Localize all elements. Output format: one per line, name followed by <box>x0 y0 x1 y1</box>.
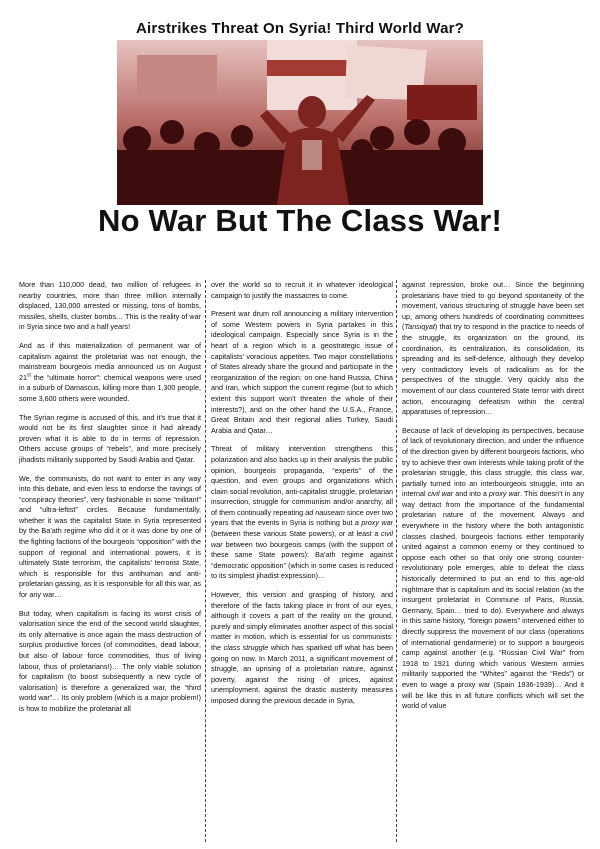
paragraph: Threat of military intervention strengthens this polarization and also backs up in their analysis the public opinion, bourgeois propaganda, “experts” of the question, and even groups and organizations which claim social revolution, anti-capitalist struggle, proletarian insurrection, struggle for communism and/or anarchy, all of them continually repeating ad nauseam since over two years that the events in Syria is nothing but a proxy war (between these various State powers), or at least a civil war between two bourgeois camps (with the support of these same State powers): Ba’ath regime against “democratic opposition” (which in some cases is reduced to its simplest jihadist expression)… <box>211 444 393 581</box>
paragraph: over the world so to recruit it in whatever ideological campaign to justify the massacres to come. <box>211 280 393 300</box>
article-column-1 <box>19 280 201 846</box>
paragraph: And as if this materialization of permanent war of capitalism against the proletariat was not enough, the mainstream bourgeois media announced us on August 21st the “ultimate horror”: chemical weapons were used in a suburb of Damascus, killing more than 1,300 people, some 3,600 others were wounded. <box>19 340 201 403</box>
paragraph: against repression, broke out… Since the beginning proletarians have tried to go beyond spontaneity of the movement, various structuring of struggle have been set up, among others hundreds of coordinating committees (Tansiqyat) that try to respond in the practice to needs of the struggle, its organization on the ground, its coordination, its centralization, its consolidation, its spreading and its self-defence, although they develop very contradictory levels of radicalism as for the perspectives of the struggle. Very quickly also the movement of our class countered State terror with direct action, encouraging defeatism within the central apparatuses of repression… <box>402 280 584 417</box>
paragraph: The Syrian regime is accused of this, and it’s true that it would not be its first slaughter since it had already proven what it is able to do in terms of repression. Others accuse groups of “rebels”, and more precisely jihadists militarily supported by Saudi Arabia and Qatar. <box>19 412 201 464</box>
protest-photo <box>117 40 483 205</box>
paragraph: However, this version and grasping of history, and therefore of the facts taking place in front of our eyes, although it covers a part of the reality on the ground, purely and simply eliminates another aspect of this social matter in motion, which is essential for us communists: the class struggle which has sparked off what has been going on now. In March 2011, a significant movement of struggle, an uprising of a proletarian nature, against poverty, against the rising of prices, against unemployment, against the drastic austerity measures imposed during the previous decade in Syria, <box>211 590 393 705</box>
column-divider <box>205 280 206 842</box>
paragraph: Because of lack of developing its perspectives, because of lack of revolutionary direction, and under the influence of the direction given by different bourgeois factions, who try to achieve their own interests while taking profit of the proletarian struggle, this class struggle, this class war, partially turned into an interbourgeois struggle, into an internal civil war and into a proxy war. This doesn’t in any way detract from the importance of the fundamental proletarian nature of the movement. Always and everywhere in the history where the both antagonistic classes clashed, bourgeois factions either temporarily united against a common enemy or they continued to oppose each other so that only one strong counter-revolutionary pole emerges, able to defeat the class historically determined to put an end to this age-old nightmare that is capitalism and its social relation (as the insurgent proletariat in Commune of Paris, Russia, Germany, Spain… tried to do). Everywhere and always in this same history, “foreign powers” intervened either to directly suppress the movement of our class (operations of international gendarmerie) or to support a bourgeois camp against another (e.g. “Russian Civil War” from 1918 to 1921 during which various Western armies militarily supported the “Whites” against the “Reds”) or even to wage a proxy war (Spain 1936-1939)… And it will be like this in all future conflicts which will set the world of value <box>402 425 584 711</box>
article-column-3 <box>402 280 584 846</box>
column-divider <box>396 280 397 842</box>
paragraph: We, the communists, do not want to enter in any way into this debate, and even less to endorse the ravings of “conspiracy theories”, very fashionable in some “militant” and “ultra-leftist” circles. Because fundamentally, whether it was the capitalist State in Syria represented by the Ba’ath regime who did it or it was done by one of the fighting factions of the bourgeois “opposition” with the support of regional and international powers, it is ultimately State terrorism, the capitalists’ terrorist State, which is responsible for this antihuman and anti-proletarian gassing, as it is responsible for all this war, as for any war… <box>19 473 201 600</box>
paragraph: But today, when capitalism is facing its worst crisis of valorisation since the end of the second world slaughter, its only alternative is once again the mass destruction of surplus productive forces (of commodities, dead labour, but also of labour force commodities, thus of living labour, thus of proletarians!)… The only viable solution for capitalism (to boost subsequently a new cycle of valorisation) is therefore a generalized war, the “third world war”… Its only problem (which is a major problem!) is how to mobilize the proletariat all <box>19 608 201 713</box>
article-column-2 <box>211 280 393 846</box>
headline: Airstrikes Threat On Syria! Third World War? <box>135 20 465 37</box>
paragraph: Present war drum roll announcing a military intervention of some Western powers in Syria partakes in this ideological campaign. Especially since Syria is in the heart of a region which is a geostrategic issue of capitalists’ voracious appetites. Two major constellations of States already share the ground and participate in the reorganization of the region: on one hand Russia, China and Iran, which support the current regime (but to which extent this support won’t threaten the whole of their interests?), and on the other hand the U.S.A., France, Great Britain and their regional allies Turkey, Saudi Arabia and Qatar… <box>211 309 393 435</box>
page-title: No War But The Class War! <box>97 203 503 238</box>
paragraph: More than 110,000 dead, two million of refugees in nearby countries, more than three million internally displaced, 130,000 arrested or missing, tons of bombs, missiles, shells, cluster bombs… This is the reality of war in Syria since two and a half years! <box>19 280 201 332</box>
